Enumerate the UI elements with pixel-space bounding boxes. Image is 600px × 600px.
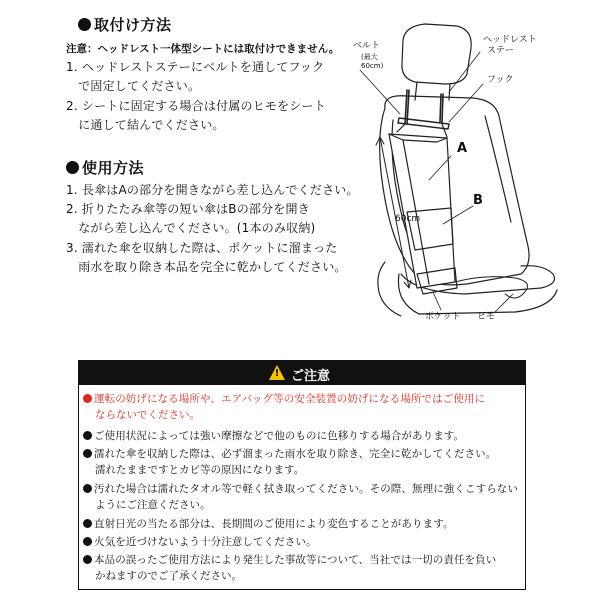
install-step-line: 1. ヘッドレストステーにベルトを通してフック	[66, 60, 325, 74]
bullet-dot-icon	[83, 431, 92, 440]
usage-title: 使用方法	[66, 157, 144, 178]
caution-item: 運転の妨げになる場所や、エアバッグ等の安全装置の妨げになる場所ではご使用に	[83, 391, 485, 406]
bullet-dot-icon	[83, 519, 92, 528]
usage-step-line: ながら差し込んでください。(1本のみ収納)	[66, 221, 316, 235]
caution-item: 直射日光の当たる部分は、長期間のご使用により変色することがあります。	[83, 516, 454, 531]
label-a: A	[457, 141, 468, 156]
usage-step-line: 雨水を取り除き本品を完全に乾かしてください。	[66, 260, 347, 274]
caution-item-continued: ようにご注意ください。	[95, 499, 211, 511]
caution-item: 汚れた場合は濡れたタオル等で軽く拭き取ってください。その際、無理に強くこすらない	[83, 481, 518, 496]
caution-item: 火気を近づけないよう十分注意してください。	[83, 534, 317, 549]
string-label: ヒモ	[477, 312, 496, 322]
belt-line	[440, 94, 441, 122]
bullet-dot-icon	[83, 394, 92, 403]
belt-label: ベルト	[353, 41, 381, 51]
usage-step-line: 3. 濡れた傘を収納した際は、ポケットに溜まった	[66, 241, 338, 255]
usage-step-line: 1. 長傘はAの部分を開きながら差し込んでください。	[66, 183, 359, 197]
caution-item: ご使用状況によっては強い摩擦などで他のものに色移りする場合があります。	[83, 428, 464, 443]
bullet-dot-icon	[83, 537, 92, 546]
bullet-dot-icon	[83, 555, 92, 564]
headrest-stay-label: ステー	[487, 46, 514, 56]
caution-header: ! ご注意	[79, 361, 525, 385]
belt-length-label: 60cm)	[361, 62, 384, 70]
caution-title: ご注意	[291, 369, 331, 384]
install-step-line: 2. シートに固定する場合は付属のヒモをシート	[66, 99, 326, 113]
pocket-label: ポケット	[425, 312, 461, 322]
caution-item: 本品の誤ったご使用方法により発生した事故等について、当社では一切の責任を負い	[83, 552, 496, 567]
seat-diagram	[345, 12, 595, 327]
caution-box	[78, 360, 526, 590]
usage-step-line: 2. 折りたたみ傘等の短い傘はBの部分を開き	[66, 202, 310, 216]
length-label: 60cm	[395, 214, 421, 224]
headrest-shape	[402, 24, 471, 84]
bullet-dot-icon	[66, 161, 79, 174]
seat-illustration	[345, 12, 595, 327]
caution-item-continued: ならないでください。	[95, 409, 200, 421]
install-step-line: に通して結んでください。	[66, 118, 225, 132]
bullet-dot-icon	[83, 484, 92, 493]
headrest-stay	[415, 82, 417, 100]
caution-item-continued: かねますのでご了承ください。	[95, 570, 242, 582]
caution-item-continued: 濡れたままですとカビ等の原因になります。	[95, 464, 305, 476]
headrest-label: ヘッドレスト	[483, 35, 537, 45]
caution-item: 濡れた傘を収納した際は、必ず溜まった雨水を取り除き、完全に乾かしてください。	[83, 446, 496, 461]
hook-label: フック	[487, 75, 514, 85]
bullet-dot-icon	[78, 18, 91, 31]
bullet-dot-icon	[83, 449, 92, 458]
install-step-line: で固定してください。	[66, 79, 201, 93]
belt-max-label: (最大	[361, 53, 378, 61]
install-title: 取付け方法	[78, 14, 172, 35]
label-b: B	[473, 193, 483, 208]
install-note: 注意：ヘッドレスト一体型シートには取付けできません。	[66, 43, 340, 55]
